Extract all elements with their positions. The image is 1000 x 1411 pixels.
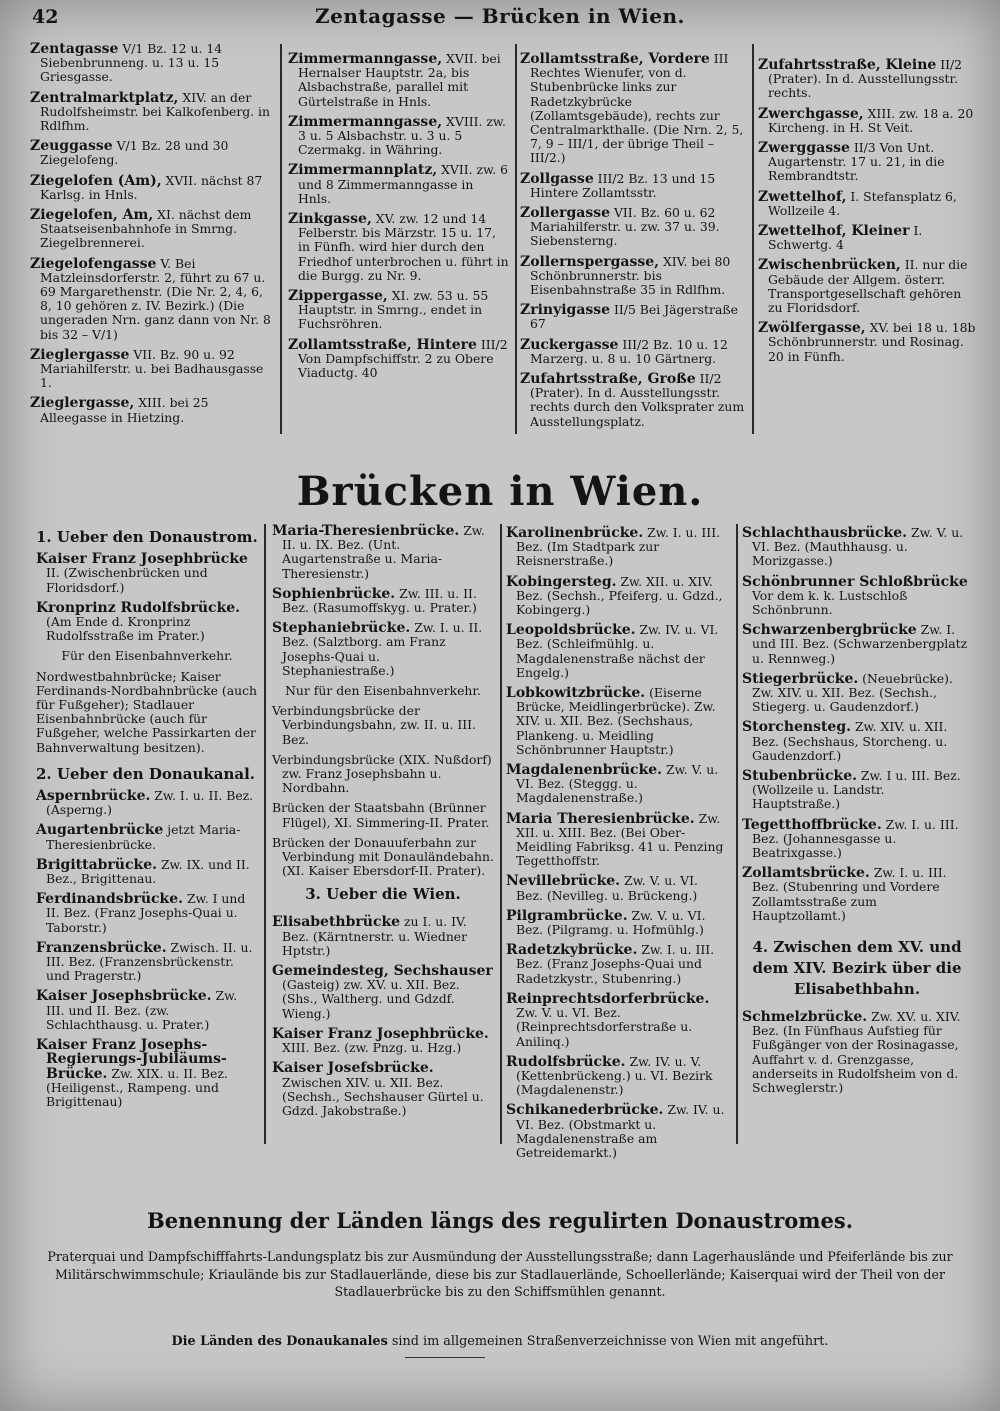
- street-entry-text: III/2 Bz. 13 und 15 Hintere Zollamtsstr.: [530, 170, 716, 200]
- bridge-entry-name: Stephaniebrücke.: [272, 620, 411, 637]
- street-entry-name: Zufahrtsstraße, Kleine: [758, 57, 937, 73]
- street-entry-text: XI. zw. 53 u. 55 Hauptstr. in Smrng., endet in Fuchsröhren.: [298, 288, 489, 332]
- bridge-entry-name: Sophienbrücke.: [272, 585, 396, 602]
- bridge-entry: [742, 720, 972, 763]
- bridge-entry: [506, 874, 728, 902]
- bridge-entry: [272, 1027, 494, 1055]
- bridge-entry-text: Zw. I. u. II. Bez. (Asperng.): [46, 788, 254, 818]
- street-entry: [30, 42, 274, 85]
- bridge-entry-name: Rudolfsbrücke.: [506, 1053, 626, 1070]
- bridge-entry-name: Brigittabrücke.: [36, 856, 157, 873]
- rail-only-note: Nur für den Eisenbahnverkehr.: [285, 683, 481, 699]
- bridge-entry-text: Zw. XII. u. XIV. Bez. (Sechsh., Pfeiferg. u. Gdzd., Kobingerg.): [516, 573, 723, 618]
- bridge-entry-text: Zw. IV. u. V. (Kettenbrückeng.) u. VI. Bezirk (Magdalenenstr.): [516, 1053, 713, 1098]
- bridge-entry: [36, 789, 258, 817]
- column-rule: [264, 524, 266, 1144]
- bridge-entry-text: Zw. I. u. II. Bez. (Salztborg. am Franz Josephs-Quai u. Stephaniestraße.): [282, 620, 483, 678]
- bridge-entry: [742, 623, 972, 666]
- bridge-entry: [506, 909, 728, 937]
- street-entry-name: Zimmermannplatz,: [288, 162, 438, 179]
- bridge-entry-name: Schmelzbrücke.: [742, 1009, 868, 1026]
- street-entry: [30, 91, 274, 134]
- bridge-entry: [506, 686, 728, 757]
- bridge-entry-name: Schikanederbrücke.: [506, 1102, 664, 1119]
- bridge-entry-text: Zw. I. u. III. Bez. (Stubenring und Vordere Zollamtsstraße zum Hauptzollamt.): [752, 865, 947, 923]
- bridge-entry: [36, 941, 258, 984]
- bridge-entry-text: (Neuebrücke). Zw. XIV. u. XII. Bez. (Sechsh., Stiegerg. u. Gaudenzdorf.): [752, 670, 953, 715]
- column-rule: [500, 524, 502, 1144]
- bridge-entry: [742, 672, 972, 715]
- bridge-entry: [742, 769, 972, 812]
- bridge-entry: [36, 601, 258, 644]
- column-rule: [736, 524, 738, 1144]
- street-entry: [520, 372, 746, 429]
- street-entry-name: Zollergasse: [520, 205, 611, 222]
- bridge-entry-text: jetzt Maria-Theresienbrücke.: [46, 822, 241, 852]
- bridges-column-3: [506, 526, 728, 1166]
- street-entry-text: II/2 (Prater). In d. Ausstellungsstr. rechts.: [768, 57, 963, 101]
- bridges-column-4: [742, 526, 972, 1101]
- bridge-entry: [506, 812, 728, 869]
- section-heading-canal: 2. Ueber den Donaukanal.: [36, 764, 256, 783]
- bridge-entry-name: Kobingersteg.: [506, 573, 617, 590]
- section-heading-elisabethbahn: 4. Zwischen dem XV. und dem XIV. Bezirk über die Elisabethbahn.: [752, 938, 962, 999]
- street-entry-text: V/1 Bz. 12 u. 14 Siebenbrunneng. u. 13 u. 15 Griesgasse.: [40, 41, 223, 85]
- street-entry-name: Zollgasse: [520, 170, 594, 187]
- bridge-entry-text: Zw. XII. u. XIII. Bez. (Bei Ober-Meidling Fabriksg. 41 u. Penzing Tegetthoffstr.: [516, 810, 724, 869]
- bridge-entry-text: Zwisch. II. u. III. Bez. (Franzensbrückenstr. und Pragerstr.): [46, 939, 253, 984]
- street-column-4: [758, 58, 978, 370]
- landings-title: Benennung der Länden längs des regulirten Donaustromes.: [146, 1208, 854, 1233]
- bridges-title: Brücken in Wien.: [296, 468, 704, 515]
- bridge-entry-name: Gemeindesteg, Sechshauser: [272, 963, 493, 980]
- bridge-entry: [36, 858, 258, 886]
- bridge-entry-name: Schwarzenbergbrücke: [742, 622, 917, 639]
- page-number: 42: [32, 6, 59, 28]
- street-entry-text: XVII. zw. 6 und 8 Zimmermanngasse in Hnls.: [298, 162, 508, 206]
- street-entry-text: III/2 Bz. 10 u. 12 Marzerg. u. 8 u. 10 Gärtnerg.: [530, 336, 728, 366]
- street-entry: [758, 58, 978, 101]
- street-entry: [288, 212, 510, 283]
- bridge-entry: [506, 943, 728, 986]
- street-entry: [30, 208, 274, 251]
- street-entry: [520, 303, 746, 331]
- street-entry: [288, 338, 510, 381]
- street-entry-name: Zieglergasse: [30, 346, 130, 363]
- bridge-entry-name: Storchensteg.: [742, 719, 851, 736]
- bridge-entry-text: Zw. I. u. III. Bez. (Johannesgasse u. Beatrixgasse.): [752, 816, 959, 861]
- bridge-entry: [742, 526, 972, 569]
- bridge-entry: [272, 524, 494, 581]
- bridge-entry-name: Lobkowitzbrücke.: [506, 685, 646, 702]
- street-entry: [30, 257, 274, 342]
- street-entry: [758, 190, 978, 218]
- bridge-entry-name: Kronprinz Rudolfsbrücke.: [36, 599, 241, 616]
- street-entry-text: XIII. bei 25 Alleegasse in Hietzing.: [40, 395, 209, 425]
- rail-bridge-entry: Verbindungsbrücke der Verbindungsbahn, zw. II. u. III. Bez.: [272, 703, 476, 747]
- street-entry-name: Ziegelofengasse: [30, 255, 157, 272]
- bridge-entry-name: Maria Theresienbrücke.: [506, 810, 695, 827]
- bridge-entry-name: Schönbrunner Schloßbrücke: [742, 573, 968, 590]
- bridge-entry-text: II. (Zwischenbrücken und Floridsdorf.): [46, 565, 208, 595]
- rail-heading: Für den Eisenbahnverkehr.: [61, 648, 233, 664]
- bridge-entry: [506, 763, 728, 806]
- bridge-entry-text: (Gasteig) zw. XV. u. XII. Bez. (Shs., Waltherg. und Gdzdf. Wieng.): [282, 977, 460, 1021]
- rail-bridge-entry: Verbindungsbrücke (XIX. Nußdorf) zw. Franz Josephsbahn u. Nordbahn.: [272, 751, 492, 796]
- bridge-entry-text: Zw. XV. u. XIV. Bez. (In Fünfhaus Aufstieg für Fußgänger von der Rosinagasse, Auffahrt v. d. Grenzgasse, anderseits in Rudolfsheim von d. Schweglerstr.): [752, 1009, 961, 1096]
- street-entry-text: V. Bei Matzleinsdorferstr. 2, führt zu 67 u. 69 Margarethenstr. (Die Nr. 2, 4, 6, 8, 10 gehören z. IV. Bezirk.) (Die ungeraden Nrn. ganz dann von Nr. 8 bis 32 – V/1): [40, 255, 271, 342]
- rail-bridge-entry: Brücken der Staatsbahn (Brünner Flügel), XI. Simmering-II. Prater.: [272, 800, 490, 830]
- bridge-entry: [272, 621, 494, 678]
- bridge-entry-name: Stubenbrücke.: [742, 768, 857, 785]
- street-entry: [520, 172, 746, 200]
- bridge-entry-text: XIII. Bez. (zw. Pnzg. u. Hzg.): [282, 1040, 462, 1056]
- bridge-entry-name: Radetzkybrücke.: [506, 942, 638, 959]
- bridge-entry-name: Aspernbrücke.: [36, 788, 151, 805]
- street-entry-text: III Rechtes Wienufer, von d. Stubenbrücke links zur Radetzkybrücke (Zollamtsgebäude), rechts zur Centralmarkthalle. (Die Nrn. 2, 5, 7, 9 – III/1, der übrige Theil – III/2.): [530, 51, 744, 166]
- street-entry-text: XVII. nächst 87 Karlsg. in Hnls.: [40, 172, 263, 202]
- bridge-entry-text: Zw. IV. u. VI. Bez. (Schleifmühlg. u. Magdalenenstraße nächst der Engelg.): [516, 622, 719, 680]
- bridge-entry-name: Kaiser Josephsbrücke.: [36, 988, 212, 1005]
- street-column-3: [520, 52, 746, 435]
- bridge-entry-text: Zw. V. u. VI. Bez. (Reinprechtsdorferstraße u. Anilinq.): [516, 1005, 693, 1049]
- street-entry-name: Zwettelhof, Kleiner: [758, 223, 910, 240]
- bridge-entry-name: Franzensbrücke.: [36, 939, 167, 956]
- bridge-entry-text: (Eiserne Brücke, Meidlingerbrücke). Zw. XIV. u. XII. Bez. (Sechshaus, Plankeng. u. Meidling Schönbrunner Hauptstr.): [516, 685, 716, 757]
- street-entry: [288, 115, 510, 158]
- street-entry-name: Zwerggasse: [758, 140, 850, 157]
- street-entry-text: XIII. zw. 18 a. 20 Kircheng. in H. St Veit.: [768, 105, 974, 135]
- bridge-entry-name: Maria-Theresienbrücke.: [272, 523, 460, 539]
- bridge-entry-text: Zw. I. u. III. Bez. (Franz Josephs-Quai und Radetzkystr., Stubenring.): [516, 942, 715, 986]
- bridge-entry-text: Zwischen XIV. u. XII. Bez. (Sechsh., Sechshauser Gürtel u. Gdzd. Jakobstraße.): [282, 1074, 484, 1118]
- bridge-entry: [36, 1038, 258, 1109]
- bridge-entry: [36, 552, 258, 595]
- bridge-entry: [36, 892, 258, 935]
- bridge-entry-name: Kaiser Josefsbrücke.: [272, 1060, 434, 1077]
- bridge-entry-text: Zw. V. u. VI. Bez. (Pilgramg. u. Hofmühlg.): [516, 907, 706, 938]
- bridge-entry-name: Tegetthoffbrücke.: [742, 816, 882, 833]
- bridge-entry-name: Zollamtsbrücke.: [742, 865, 870, 882]
- street-entry-text: II/2 (Prater). In d. Ausstellungsstr. rechts durch den Volksprater zum Ausstellungsplatz.: [530, 371, 745, 429]
- canal-landings-name: Die Länden des Donaukanales: [171, 1334, 388, 1349]
- end-rule: [405, 1357, 485, 1358]
- bridge-entry: [506, 526, 728, 569]
- street-entry-text: VII. Bz. 60 u. 62 Mariahilferstr. u. zw. 37 u. 39. Siebensterng.: [530, 205, 720, 249]
- bridge-entry: [36, 823, 258, 851]
- bridge-entry-name: Ferdinandsbrücke.: [36, 891, 184, 908]
- street-entry-name: Ziegelofen (Am),: [30, 172, 162, 189]
- bridge-entry-text: Zw. V. u. VI. Bez. (Steggg. u. Magdalenenstraße.): [516, 762, 719, 806]
- bridge-entry-text: Zw. V. u. VI. Bez. (Mauthhausg. u. Morizgasse.): [752, 525, 964, 569]
- bridge-entry: [506, 575, 728, 618]
- street-entry-name: Zimmermanngasse,: [288, 113, 443, 130]
- street-entry: [288, 52, 510, 109]
- bridge-entry-text: Zw. XIV. u. XII. Bez. (Sechshaus, Storcheng. u. Gaudenzdorf.): [752, 719, 948, 763]
- street-entry-text: I. Stefansplatz 6, Wollzeile 4.: [768, 188, 957, 218]
- column-rule: [280, 44, 282, 434]
- bridge-entry-text: (Am Ende d. Kronprinz Rudolfsstraße im Prater.): [46, 614, 205, 644]
- street-entry-text: XVII. bei Hernalser Hauptstr. 2a, bis Alsbachstraße, parallel mit Gürtelstraße in Hnls.: [298, 51, 501, 109]
- bridge-entry-text: Zw. I und II. Bez. (Franz Josephs-Quai u. Taborstr.): [46, 891, 246, 935]
- street-entry: [758, 321, 978, 364]
- bridge-entry-name: Kaiser Franz Josephbrücke: [36, 551, 248, 568]
- bridge-entry-name: Stiegerbrücke.: [742, 670, 859, 687]
- street-entry-name: Zinkgasse,: [288, 211, 372, 228]
- street-entry: [288, 163, 510, 206]
- street-entry-name: Zollernspergasse,: [520, 253, 660, 270]
- street-entry: [520, 255, 746, 298]
- bridge-entry: [742, 575, 972, 618]
- street-entry-name: Zrinyigasse: [520, 302, 611, 319]
- bridge-entry-name: Augartenbrücke: [36, 822, 164, 839]
- section-heading-danube: 1. Ueber den Donaustrom.: [36, 528, 258, 546]
- bridge-entry-text: Zw. III. u. II. Bez. (Rasumoffskyg. u. Prater.): [282, 585, 477, 616]
- street-entry-text: II/3 Von Unt. Augartenstr. 17 u. 21, in die Rembrandtstr.: [768, 140, 945, 184]
- bridge-entry: [506, 1055, 728, 1098]
- street-entry-text: XIV. bei 80 Schönbrunnerstr. bis Eisenbahnstraße 35 in Rdlfhm.: [530, 253, 731, 298]
- section-heading-wien: 3. Ueber die Wien.: [305, 885, 461, 904]
- street-entry: [30, 174, 274, 202]
- column-rule: [515, 44, 517, 434]
- bridge-entry: [272, 587, 494, 615]
- street-entry: [30, 348, 274, 391]
- bridge-entry-text: zu I. u. IV. Bez. (Kärntnerstr. u. Wiedner Hptstr.): [282, 914, 468, 958]
- street-entry-text: II/5 Bei Jägerstraße 67: [530, 302, 738, 332]
- street-entry-name: Zuckergasse: [520, 336, 619, 353]
- street-entry: [288, 289, 510, 332]
- bridge-entry-text: Zw. IV. u. VI. Bez. (Obstmarkt u. Magdalenenstraße am Getreidemarkt.): [516, 1102, 725, 1160]
- bridge-entry-text: Zw. II. u. IX. Bez. (Unt. Augartenstraße u. Maria-Theresienstr.): [282, 523, 485, 581]
- street-entry-name: Zwölfergasse,: [758, 320, 866, 337]
- rail-paragraph: Nordwestbahnbrücke; Kaiser Ferdinands-Nordbahnbrücke (auch für Fußgeher); Stadlauer Eisenbahnbrücke (auch für Fußgeher, welche Passirkarten der Bahnverwaltung besitzen).: [36, 668, 258, 755]
- bridge-entry-text: Zw. XIX. u. II. Bez. (Heiligenst., Rampeng. und Brigittenau): [46, 1065, 228, 1109]
- street-entry: [758, 107, 978, 135]
- bridge-entry: [272, 964, 494, 1021]
- street-entry: [30, 396, 274, 424]
- street-entry: [758, 141, 978, 184]
- street-entry-text: I. Schwertg. 4: [768, 223, 923, 253]
- street-entry: [30, 139, 274, 167]
- bridge-entry-name: Pilgrambrücke.: [506, 907, 628, 924]
- street-entry-name: Zeuggasse: [30, 138, 113, 155]
- street-column-1: [30, 42, 274, 431]
- street-entry-name: Zimmermanngasse,: [288, 51, 443, 67]
- street-entry: [520, 52, 746, 166]
- street-entry-name: Ziegelofen, Am,: [30, 207, 154, 224]
- street-entry-text: III/2 Von Dampfschiffstr. 2 zu Obere Viaductg. 40: [298, 336, 508, 381]
- bridge-entry-name: Karolinenbrücke.: [506, 525, 644, 541]
- bridge-entry: [742, 1010, 972, 1095]
- bridge-entry-text: Zw. IX. und II. Bez., Brigittenau.: [46, 856, 250, 887]
- bridge-entry-name: Elisabethbrücke: [272, 914, 401, 931]
- bridge-entry-name: Leopoldsbrücke.: [506, 622, 636, 639]
- street-entry-name: Zollamtsstraße, Hintere: [288, 336, 477, 353]
- running-title: Zentagasse — Brücken in Wien.: [315, 4, 685, 28]
- street-entry-name: Zwischenbrücken,: [758, 257, 901, 274]
- street-entry-text: XVIII. zw. 3 u. 5 Alsbachstr. u. 3 u. 5 Czermakg. in Währing.: [298, 113, 506, 158]
- rail-bridge-entry: Brücken der Donauuferbahn zur Verbindung mit Donauländebahn. (XI. Kaiser Ebersdorf-II. Prater).: [272, 834, 494, 879]
- bridge-entry-text: Zw. I u. III. Bez. (Wollzeile u. Landstr. Hauptstraße.): [752, 768, 961, 812]
- street-entry: [520, 338, 746, 366]
- street-column-2: [288, 52, 510, 386]
- bridge-entry-text: Zw. V. u. VI. Bez. (Nevilleg. u. Brückeng.): [516, 873, 698, 903]
- bridge-entry: [272, 915, 494, 958]
- street-entry-name: Zentralmarktplatz,: [30, 89, 179, 106]
- bridge-entry-text: Zw. III. und II. Bez. (zw. Schlachthausg. u. Prater.): [46, 988, 238, 1032]
- street-entry-name: Zippergasse,: [288, 288, 388, 305]
- bridges-column-1: [36, 526, 258, 1115]
- bridge-entry-text: Zw. I. u. III. Bez. (Im Stadtpark zur Reisnerstraße.): [516, 525, 721, 569]
- street-entry: [758, 224, 978, 252]
- column-rule: [752, 44, 754, 434]
- street-entry-name: Zwettelhof,: [758, 188, 847, 205]
- canal-landings-text: sind im allgemeinen Straßenverzeichnisse von Wien mit angeführt.: [387, 1334, 829, 1349]
- bridge-entry-name: Kaiser Franz Josephs-Regierungs-Jubiläums-Brücke.: [36, 1037, 227, 1082]
- street-entry-text: XI. nächst dem Staatseisenbahnhofe in Smrng. Ziegelbrennerei.: [40, 207, 252, 251]
- bridges-column-2: [272, 524, 494, 1124]
- bridge-entry: [742, 866, 972, 923]
- bridge-entry-name: Nevillebrücke.: [506, 873, 621, 890]
- bridge-entry-text: Vor dem k. k. Lustschloß Schönbrunn.: [752, 587, 908, 618]
- bridge-entry: [36, 989, 258, 1032]
- bridge-entry-name: Kaiser Franz Josephbrücke.: [272, 1025, 489, 1042]
- bridge-entry-text: Zw. I. und III. Bez. (Schwarzenbergplatz u. Rennweg.): [752, 622, 968, 666]
- street-entry-text: XIV. an der Rudolfsheimstr. bei Kalkofenberg. in Rdlfhm.: [40, 89, 270, 134]
- street-entry: [520, 206, 746, 249]
- bridge-entry: [506, 623, 728, 680]
- street-entry-name: Zieglergasse,: [30, 395, 135, 412]
- bridge-entry: [506, 992, 728, 1049]
- street-entry-text: XV. zw. 12 und 14 Felberstr. bis Märzstr. 15 u. 17, in Fünfh. wird hier durch den Friedhof unterbrochen u. führt in die Burgg. zu Nr. 9.: [298, 211, 509, 283]
- street-entry-text: II. nur die Gebäude der Allgem. österr. Transportgesellschaft gehören zu Floridsdorf.: [768, 257, 968, 316]
- street-entry-text: V/1 Bz. 28 und 30 Ziegelofeng.: [40, 138, 229, 168]
- bridge-entry: [506, 1103, 728, 1160]
- bridge-entry-name: Magdalenenbrücke.: [506, 762, 663, 779]
- street-entry-name: Zwerchgasse,: [758, 105, 864, 122]
- bridge-entry: [272, 1061, 494, 1118]
- street-entry-name: Zollamtsstraße, Vordere: [520, 51, 710, 67]
- bridge-entry: [742, 818, 972, 861]
- street-entry-text: XV. bei 18 u. 18b Schönbrunnerstr. und Rosinag. 20 in Fünfh.: [768, 320, 976, 364]
- bridge-entry-name: Reinprechtsdorferbrücke.: [506, 990, 710, 1007]
- landings-paragraph: Praterquai und Dampfschifffahrts-Landungsplatz bis zur Ausmündung der Ausstellungsstraße; dann Lagerhausländе und Pfeiferlände bis zur Militärschwimmschule; Kriaulände bis zur Stadlauerlände, diese bis zur Stadlauerlände, Schoellerlände; Kaiserquai wird der Theil von der Stadlauerbrücke bis zu den Schiffsmühlen genannt.: [47, 1249, 953, 1299]
- street-entry: [758, 258, 978, 315]
- bridge-entry-name: Schlachthausbrücke.: [742, 525, 908, 541]
- canal-landings-note: [0, 1334, 1000, 1349]
- street-entry-text: VII. Bz. 90 u. 92 Mariahilferstr. u. bei Badhausgasse 1.: [40, 346, 264, 391]
- street-entry-name: Zufahrtsstraße, Große: [520, 371, 696, 388]
- street-entry-name: Zentagasse: [30, 41, 119, 57]
